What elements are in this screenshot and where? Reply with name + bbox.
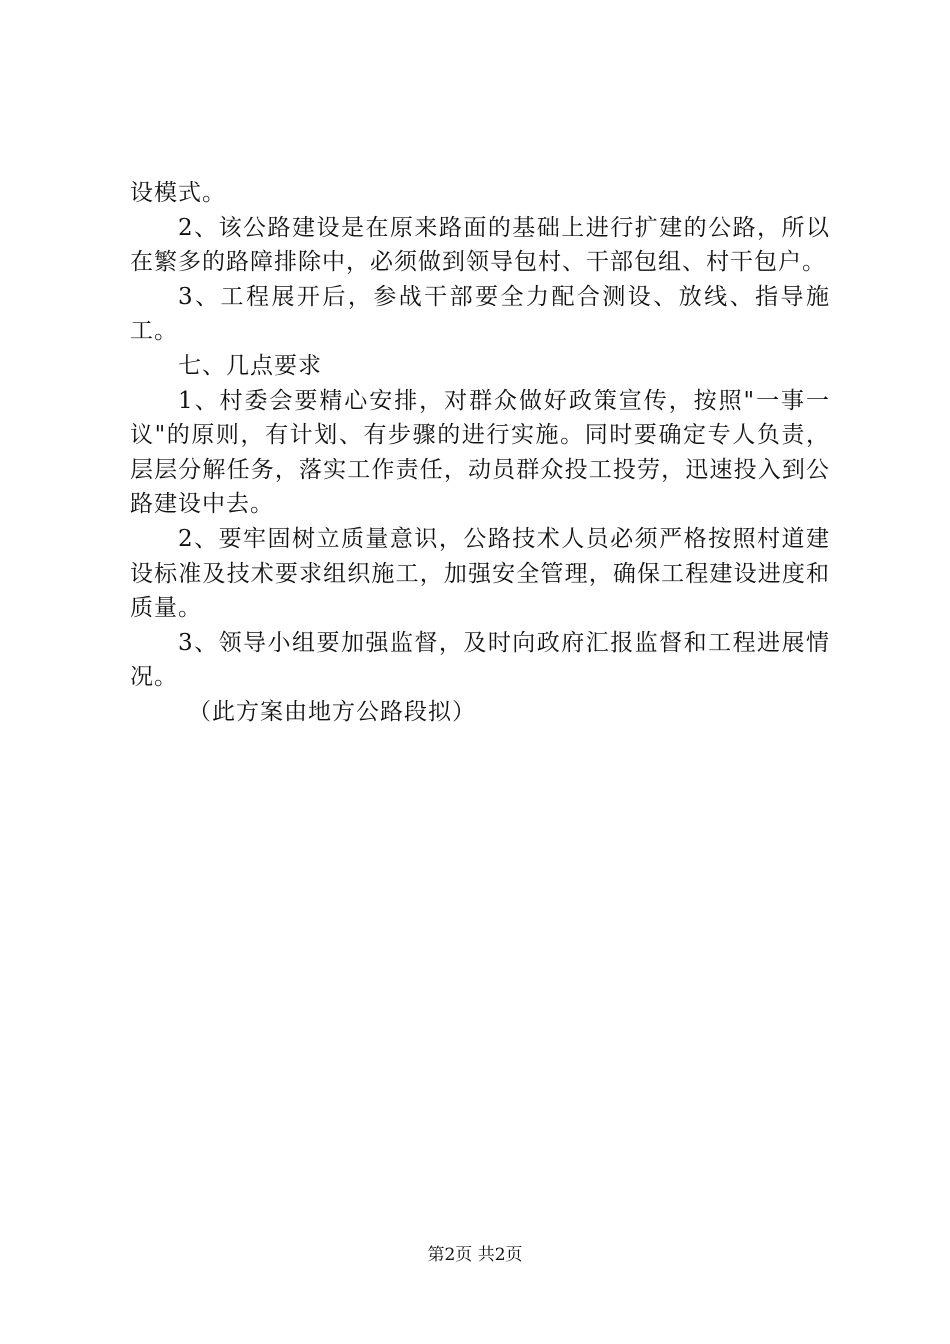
paragraph-item-2-road-clearing: 2、该公路建设是在原来路面的基础上进行扩建的公路，所以在繁多的路障排除中，必须做到领导包村、干部包组、村干包户。	[130, 214, 830, 276]
page-number-footer: 第2页 共2页	[427, 1245, 523, 1265]
paragraph-requirement-1: 1、村委会要精心安排，对群众做好政策宣传，按照"一事一议"的原则，有计划、有步骤的进行实施。同时要确定专人负责，层层分解任务，落实工作责任，动员群众投工投劳，迅速投入到公路建设中去。	[130, 387, 830, 518]
paragraph-item-3-cadre-cooperation: 3、工程展开后，参战干部要全力配合测设、放线、指导施工。	[130, 283, 830, 345]
paragraph-continuation: 设模式。	[130, 180, 226, 206]
drafter-note: （此方案由地方公路段拟）	[188, 698, 476, 725]
document-body	[130, 176, 830, 730]
paragraph-requirement-3: 3、领导小组要加强监督，及时向政府汇报监督和工程进展情况。	[130, 629, 830, 691]
paragraph-requirement-2: 2、要牢固树立质量意识，公路技术人员必须严格按照村道建设标准及技术要求组织施工，加强安全管理，确保工程建设进度和质量。	[130, 525, 830, 622]
section-heading-requirements: 七、几点要求	[178, 352, 322, 379]
